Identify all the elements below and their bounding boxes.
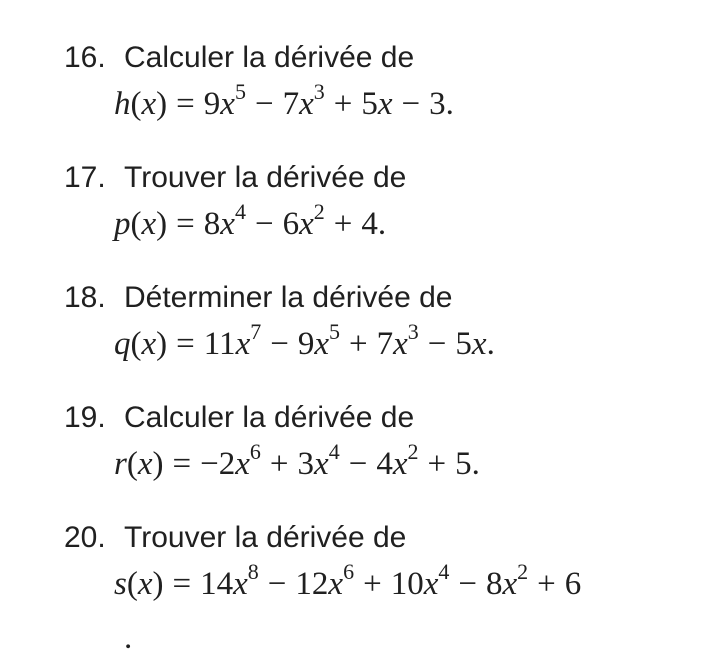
term-coefficient: 7: [282, 86, 300, 122]
argument-variable: x: [137, 566, 153, 602]
term-coefficient: 14: [200, 566, 234, 602]
term-coefficient: 3: [297, 446, 315, 482]
function-formula: [114, 439, 704, 484]
polynomial-term: [297, 439, 340, 482]
operator: −: [254, 206, 274, 242]
exponent: 2: [313, 199, 325, 224]
exponent: 6: [343, 559, 355, 584]
variable-x: x: [233, 566, 248, 602]
exercise-instruction: Calculer la dérivée de: [124, 41, 415, 74]
formula-period: .: [486, 326, 495, 362]
exercise-number: 18.: [64, 281, 106, 314]
exponent: 5: [329, 319, 340, 344]
variable-x: x: [299, 206, 314, 242]
function-name: q: [114, 326, 131, 362]
polynomial-term: [200, 559, 259, 602]
exercise-item: [64, 520, 704, 604]
operator: −: [348, 446, 368, 482]
variable-x: x: [314, 446, 329, 482]
term-coefficient: 6: [564, 566, 582, 602]
operator: −: [458, 566, 477, 602]
argument-paren-close: ): [156, 326, 168, 362]
exponent: 4: [438, 559, 450, 584]
variable-x: x: [328, 566, 344, 602]
equals-sign: =: [172, 566, 192, 602]
term-coefficient: −2: [200, 446, 236, 482]
exponent: 3: [407, 319, 419, 344]
operator: −: [427, 326, 447, 362]
exercise-heading: [64, 40, 704, 76]
operator: −: [254, 86, 274, 122]
variable-x: x: [235, 446, 250, 482]
term-coefficient: 4: [361, 206, 378, 242]
polynomial-term: [282, 79, 325, 122]
operator: +: [333, 86, 353, 122]
exercise-item: [64, 280, 704, 364]
term-coefficient: 10: [390, 566, 424, 602]
equals-sign: =: [176, 326, 195, 362]
term-coefficient: 5: [455, 326, 472, 362]
argument-paren-close: ): [156, 206, 168, 242]
operator: +: [333, 206, 353, 242]
argument-paren-close: ): [152, 566, 164, 602]
exercise-instruction: Trouver la dérivée de: [124, 521, 407, 554]
term-coefficient: 9: [203, 86, 221, 122]
function-name: h: [114, 86, 131, 122]
exponent: 2: [407, 439, 419, 464]
equals-sign: =: [172, 446, 192, 482]
exponent: 2: [517, 559, 529, 584]
variable-x: x: [314, 326, 329, 362]
exponent: 5: [234, 79, 246, 104]
exponent: 7: [250, 319, 262, 344]
operator: +: [537, 566, 556, 602]
argument-paren-close: ): [156, 86, 168, 122]
exercise-heading: [64, 400, 704, 436]
exercise-heading: [64, 280, 704, 316]
polynomial-term: [485, 559, 529, 602]
argument-variable: x: [137, 446, 153, 482]
term-coefficient: 12: [295, 566, 329, 602]
variable-x: x: [377, 86, 393, 122]
polynomial-term: [455, 446, 472, 482]
polynomial-term: [203, 79, 246, 122]
variable-x: x: [235, 326, 251, 362]
equals-sign: =: [176, 86, 195, 122]
polynomial-term: [297, 319, 340, 362]
variable-x: x: [393, 326, 408, 362]
variable-x: x: [220, 86, 235, 122]
argument-variable: x: [141, 206, 157, 242]
argument-paren-open: (: [130, 206, 142, 242]
polynomial-term: [565, 566, 582, 602]
function-formula: [114, 199, 704, 244]
function-name: s: [114, 566, 127, 602]
polynomial-term: [282, 199, 325, 242]
operator: −: [270, 326, 289, 362]
function-formula: [114, 559, 704, 604]
polynomial-term: [429, 86, 446, 122]
exponent: 4: [234, 199, 246, 224]
exponent: 3: [313, 79, 325, 104]
polynomial-term: [455, 326, 486, 362]
exponent: 8: [247, 559, 259, 584]
variable-x: x: [392, 446, 408, 482]
term-coefficient: 8: [485, 566, 503, 602]
argument-paren-close: ): [152, 446, 164, 482]
function-formula: [114, 319, 704, 364]
exponent: 4: [328, 439, 340, 464]
operator: +: [269, 446, 289, 482]
exercise-instruction: Trouver la dérivée de: [124, 161, 407, 194]
operator: −: [401, 86, 421, 122]
equals-sign: =: [176, 206, 195, 242]
argument-paren-open: (: [126, 446, 138, 482]
polynomial-term: [390, 559, 450, 602]
variable-x: x: [502, 566, 518, 602]
exercise-item: [64, 160, 704, 244]
term-coefficient: 6: [282, 206, 300, 242]
term-coefficient: 9: [297, 326, 315, 362]
term-coefficient: 7: [376, 326, 394, 362]
polynomial-term: [203, 319, 262, 362]
term-coefficient: 5: [455, 446, 472, 482]
term-coefficient: 5: [361, 86, 378, 122]
operator: −: [267, 566, 287, 602]
argument-variable: x: [141, 326, 157, 362]
function-name: p: [114, 206, 131, 242]
formula-period: .: [377, 206, 387, 242]
variable-x: x: [299, 86, 314, 122]
polynomial-term: [361, 206, 378, 242]
operator: +: [349, 326, 368, 362]
exercise-heading: [64, 160, 704, 196]
formula-period: .: [445, 86, 454, 122]
argument-paren-open: (: [126, 566, 138, 602]
exercise-number: 16.: [64, 41, 106, 74]
operator: +: [427, 446, 447, 482]
polynomial-term: [376, 319, 419, 362]
polynomial-term: [295, 559, 355, 602]
formula-period: .: [471, 446, 480, 482]
exercise-item: [64, 400, 704, 484]
operator: +: [363, 566, 382, 602]
argument-paren-open: (: [130, 326, 142, 362]
exercise-number: 20.: [64, 521, 106, 554]
term-coefficient: 3: [429, 86, 446, 122]
exercise-item: [64, 40, 704, 124]
polynomial-term: [376, 439, 419, 482]
term-coefficient: 8: [203, 206, 221, 242]
trailing-period: .: [124, 620, 133, 656]
argument-paren-open: (: [130, 86, 142, 122]
variable-x: x: [423, 566, 439, 602]
exercise-heading: [64, 520, 704, 556]
argument-variable: x: [141, 86, 157, 122]
polynomial-term: [200, 439, 261, 482]
variable-x: x: [471, 326, 487, 362]
polynomial-term: [203, 199, 246, 242]
exercise-instruction: Calculer la dérivée de: [124, 401, 415, 434]
function-formula: [114, 79, 704, 124]
exercise-instruction: Déterminer la dérivée de: [124, 281, 453, 314]
term-coefficient: 11: [203, 326, 236, 362]
term-coefficient: 4: [376, 446, 393, 482]
exercise-number: 17.: [64, 161, 106, 194]
polynomial-term: [361, 86, 392, 122]
variable-x: x: [220, 206, 235, 242]
exponent: 6: [249, 439, 261, 464]
exercise-number: 19.: [64, 401, 106, 434]
function-name: r: [114, 446, 127, 482]
